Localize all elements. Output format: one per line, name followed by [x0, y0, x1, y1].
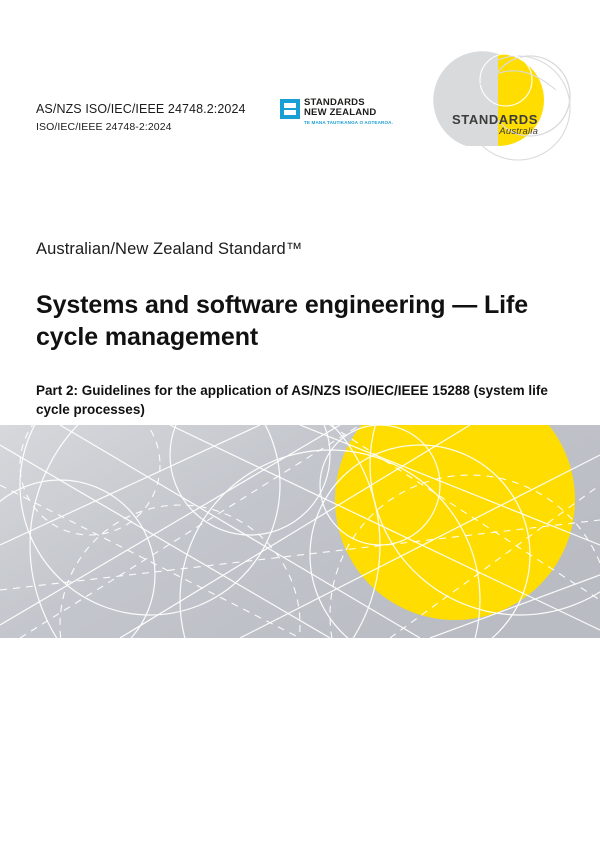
page-subtitle: Part 2: Guidelines for the application of AS/NZS ISO/IEC/IEEE 15288 (system life cycle processes)	[36, 383, 548, 418]
standards-new-zealand-logo	[280, 98, 393, 125]
cover-graphic	[0, 425, 600, 638]
standards-australia-wordmark	[452, 112, 538, 137]
standard-number-primary: AS/NZS ISO/IEC/IEEE 24748.2:2024	[36, 102, 246, 116]
standards-australia-logo	[406, 50, 600, 162]
standards-australia-line-1: STANDARDS	[452, 112, 539, 127]
standards-australia-line-2: Australia	[499, 126, 539, 137]
standard-number-block	[36, 100, 246, 135]
standards-nz-line-3: TE MANA TAUTIKANGA O AOTEAROA.	[304, 119, 394, 125]
standards-nz-line-1: STANDARDS	[304, 97, 365, 108]
page-title: Systems and software engineering — Life cycle management	[36, 291, 529, 351]
standards-nz-line-2: NEW ZEALAND	[304, 107, 377, 119]
cover-graphic-artwork	[0, 425, 600, 638]
standards-nz-wordmark	[304, 98, 393, 125]
standards-nz-mark-icon	[280, 99, 300, 119]
standards-australia-emblem-icon	[406, 50, 600, 162]
standard-type-label: Australian/New Zealand Standard™	[36, 240, 303, 258]
cover-header	[36, 96, 564, 176]
cover-footer-space	[0, 638, 600, 849]
cover-title-block	[36, 240, 560, 419]
standard-number-secondary: ISO/IEC/IEEE 24748-2:2024	[36, 121, 172, 134]
